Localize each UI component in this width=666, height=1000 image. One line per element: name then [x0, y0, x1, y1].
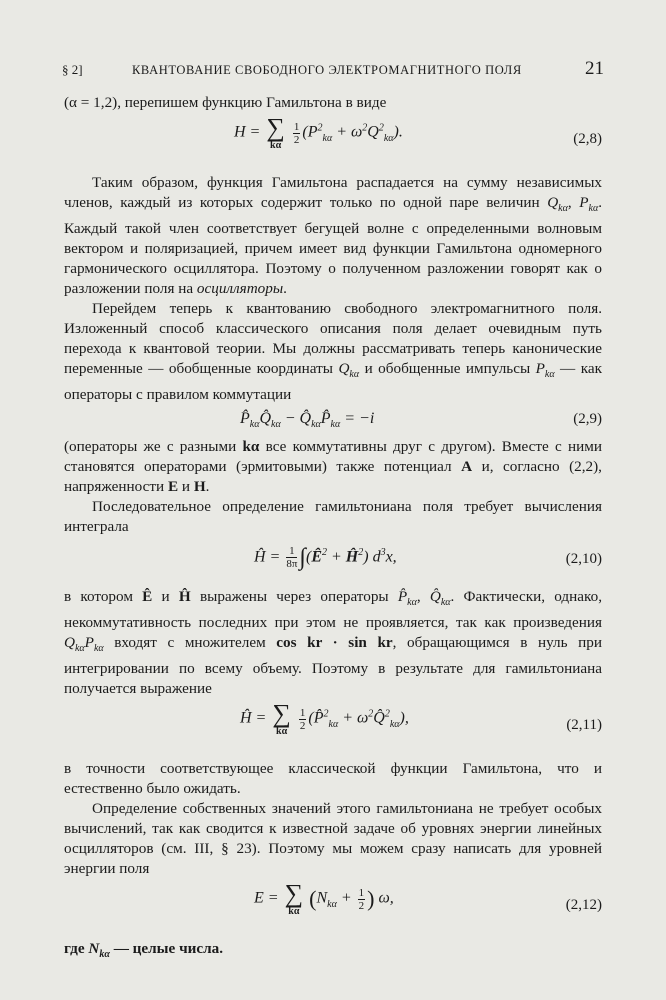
page-header	[62, 58, 604, 82]
equation-2-12	[64, 881, 602, 931]
q-hat-ka: $Q̂_{k\alpha}$	[429, 588, 451, 609]
p-ka: $P_{k\alpha}$	[579, 194, 599, 215]
paragraph-integers	[64, 939, 602, 965]
section-mark: § 2]	[62, 62, 83, 77]
fraction-half-3: $\frac{1}{2}$	[358, 886, 365, 912]
p5-text-b: и	[152, 588, 179, 606]
p2-text-a: Перейдем теперь к квантованию свободного электромагнитного поля. Изложенный способ классического описания поля делает очевидным путь перехода к квантовой теории. Мы должны рассматривать теперь канонические переменные — обобщенные координаты	[64, 300, 602, 378]
equation-2-9-formula: $P̂_{k\alpha}Q̂_{k\alpha}$ − $Q̂_{k\alpha}P̂_{k\alpha} = -i$	[240, 410, 375, 431]
term-oscillators: осцилляторы	[196, 280, 284, 298]
p5-text-a: в котором	[64, 588, 143, 606]
equation-2-9-label: (2,9)	[573, 411, 602, 428]
paragraph-operators: в котором Ê и Ĥ выражены через операторы $P̂_{k\alpha}$, $Q̂_{k\alpha}$. Фактически, однако, некоммутативность последних при этом не проявляется, так как произведения $Q_{k\alpha}P_{k\alpha}$ входят с множителем cos kr · sin kr, обращающимся в нуль при интегрировании по всему объему. Поэтому в результате для гамильтониана получается выражение	[64, 588, 603, 698]
p1-text-a: Таким образом, функция Гамильтона распадается на сумму независимых членов, каждый из которых содержит только по одной паре величин	[64, 174, 602, 211]
equation-2-10-label: (2,10)	[565, 551, 602, 568]
cos-sin-factor: cos kr · sin kr	[276, 634, 393, 652]
h-hat: Ĥ	[178, 588, 191, 606]
symbol-a: A	[461, 458, 473, 476]
e-hat: Ê	[142, 588, 153, 606]
paragraph-intro: (α = 1,2), перепишем функцию Гамильтона в виде	[64, 94, 387, 111]
p-hat-ka: $P̂_{k\alpha}$	[397, 588, 417, 609]
p2-text-c: — как операторы с правилом коммутации	[64, 360, 602, 404]
symbol-ka: kα	[242, 438, 260, 456]
q-ka: $Q_{k\alpha}$	[547, 194, 568, 215]
sum-index-3: kα	[288, 906, 300, 918]
p5-text-c: выражены через операторы	[190, 588, 398, 606]
paragraph-quantization	[64, 299, 602, 405]
n-ka: $N_{k\alpha}$	[88, 940, 110, 961]
p5-text-e: входят с множителем	[103, 634, 277, 652]
p-ka-2: $P_{k\alpha}$	[535, 360, 555, 381]
p8-text-a: где	[64, 940, 89, 958]
paragraph-commutation	[64, 437, 602, 497]
paragraph-classical-correspondence: в точности соответствующее классической функции Гамильтона, что и естественно было ожидать.	[64, 760, 602, 798]
p5-text-f: , обращающимся в нуль при интегрировании по всему объему. Поэтому в результате для гамильтониана получается выражение	[64, 634, 602, 698]
equation-2-11-label: (2,11)	[566, 717, 602, 734]
page-body	[64, 93, 602, 965]
equation-2-12-formula: E = ∑ kα ($N_{k\alpha}$ + $\frac{1}{2}$ ) ω,	[254, 879, 394, 918]
equation-2-8-label: (2,8)	[573, 131, 602, 147]
fraction-1-8pi: $\frac{1}{8\pi}$	[286, 545, 298, 571]
p3-text-c: и, согласно (2,2), напряженности	[64, 458, 602, 496]
sum-index-2: kα	[276, 726, 288, 738]
p2-text-b: и обобщенные импульсы	[359, 360, 536, 378]
p3-text-end: .	[205, 478, 210, 496]
equation-2-10-formula: Ĥ = $\frac{1}{8\pi}$ $\int(Ê^2$ + $Ĥ^2$) $d^3x$,	[254, 544, 397, 571]
symbol-e: E	[167, 478, 179, 496]
paragraph-hamiltonian-integral: Последовательное определение гамильтониана поля требует вычисления интеграла	[64, 498, 602, 536]
p1-text-end: .	[283, 280, 287, 298]
p5-text-d: . Фактически, однако, некоммутативность последних при этом не проявляется, так как произведения	[64, 588, 603, 632]
p3-text-d: и	[178, 478, 194, 496]
p3-text-b: все коммутативны друг с другом). Вместе с ними становятся операторами (эрмитовыми) также потенциал	[64, 438, 602, 476]
equation-2-8-formula: H = ∑ kα $\frac{1}{2}$ $(P^2_{k\alpha} + \omega^2Q^2_{k\alpha})$.	[234, 113, 403, 151]
p1-text-b: . Каждый такой член соответствует бегущей волне с определенными волновым вектором и поляризацией, причем имеет вид функции Гамильтона одномерного гармонического осциллятора. Поэтому о полученном разложении говорят как о разложении поля на	[64, 194, 602, 298]
sum-symbol: ∑ kα	[266, 113, 285, 151]
equation-2-9	[64, 405, 602, 435]
equation-2-8	[64, 115, 602, 165]
equation-2-12-label: (2,12)	[565, 897, 602, 914]
sum-symbol-3: ∑ kα	[284, 879, 304, 918]
running-title: КВАНТОВАНИЕ СВОБОДНОГО ЭЛЕКТРОМАГНИТНОГО ПОЛЯ	[132, 63, 522, 77]
equation-2-11-formula: Ĥ = ∑ kα $\frac{1}{2}$ (P̂$^2_{k\alpha}$ + $\omega^2Q̂^2_{k\alpha}$),	[240, 699, 409, 738]
paragraph-oscillators: Таким образом, функция Гамильтона распадается на сумму независимых членов, каждый из которых содержит только по одной паре величин $Q_{k\alpha}$, $P_{k\alpha}$. Каждый такой член соответствует бегущей волне с определенными волновым вектором и поляризацией, причем имеет вид функции Гамильтона одномерного гармонического осциллятора. Поэтому о полученном разложении говорят как о разложении поля на осцилляторы.	[64, 174, 602, 298]
q-ka-2: $Q_{k\alpha}$	[338, 360, 360, 381]
equation-2-10	[64, 539, 602, 579]
fraction-half: $\frac{1}{2}$	[293, 120, 300, 146]
paragraph-eigenvalues: Определение собственных значений этого гамильтониана не требует особых вычислений, так как сводится к известной задаче об уровнях энергии линейных осцилляторов (см. III, § 23). Поэтому мы можем сразу написать для уровней энергии поля	[64, 800, 602, 878]
symbol-h: H	[193, 478, 206, 496]
sum-index: kα	[270, 140, 282, 151]
equation-2-11	[64, 701, 602, 751]
qp-product: $Q_{k\alpha}P_{k\alpha}$	[64, 634, 104, 655]
fraction-half-2: $\frac{1}{2}$	[299, 706, 306, 732]
p3-text-a: (операторы же с разными	[64, 438, 243, 456]
page-number: 21	[585, 58, 604, 79]
p8-text-b: — целые числа.	[109, 940, 224, 958]
sum-symbol-2: ∑ kα	[272, 699, 291, 738]
